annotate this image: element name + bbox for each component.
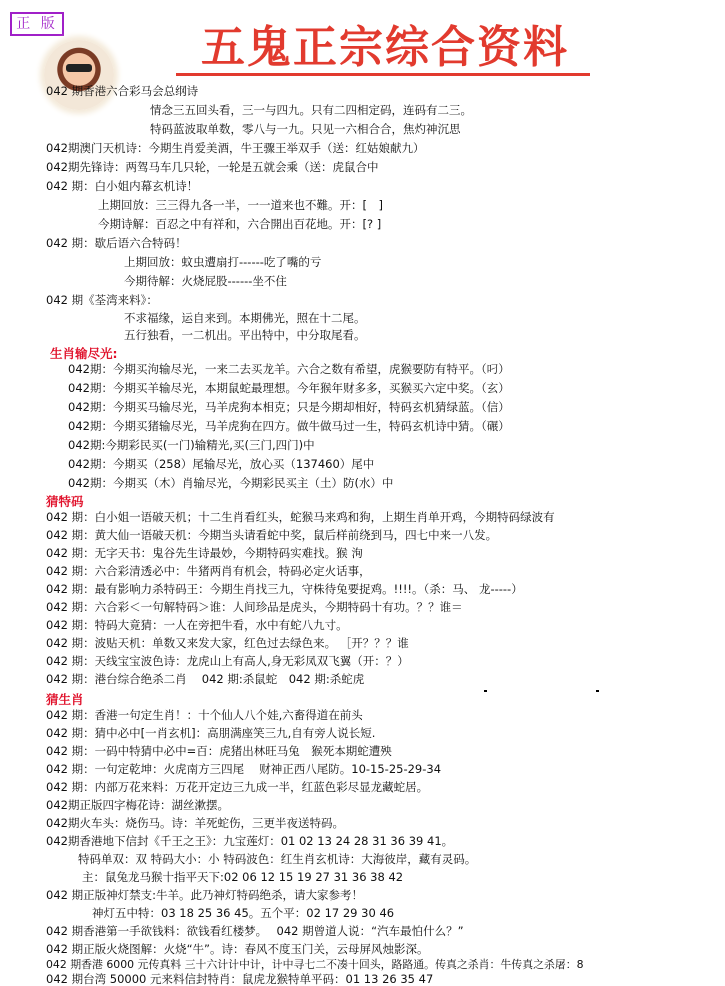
text-line: 042 期：六合彩清透必中：牛猪两肖有机会，特码必定火话事， bbox=[46, 564, 371, 578]
text-line: 042 期：白小姐内幕玄机诗！ bbox=[46, 179, 199, 193]
stray-dot bbox=[596, 690, 599, 692]
version-badge: 正 版 bbox=[10, 12, 64, 36]
text-line: 042期：今期买猪输尽光，马羊虎狗在四方。做牛做马过一生，特码玄机诗中猜。（碾） bbox=[68, 419, 510, 433]
text-line: 042 期香港第一手欲钱料：欲钱看红楼梦。 042 期曾道人说：“汽车最怕什么？” bbox=[46, 924, 464, 938]
text-line: 042 期：特码大竟猜：一人在旁把牛看，水中有蛇八九寸。 bbox=[46, 618, 348, 632]
stray-dot bbox=[484, 690, 487, 692]
text-line: 042 期：猜中必中[一肖玄机]：高朋满座笑三九,自有旁人说长短. bbox=[46, 726, 376, 740]
text-line: 042 期：无字天书：鬼谷先生诗最妙，今期特码实难找。猴 洵 bbox=[46, 546, 363, 560]
text-line: 今期诗解：百忍之中有祥和，六合開出百花地。开：[? ] bbox=[98, 217, 382, 231]
text-line: 情念三五回头看，三一与四九。只有二四相定码，连码有二三。 bbox=[150, 103, 472, 117]
text-line: 042 期香港六合彩马会总纲诗 bbox=[46, 84, 199, 98]
text-line: 042 期：波贴天机：单数又来发大家，红色过去绿色来。 ［开？？？谁 bbox=[46, 636, 409, 650]
text-line: 042 期：最有影响力杀特码王：今期生肖找三九，守株待兔要捉鸡。!!!!。（杀：马、 龙-----） bbox=[46, 582, 523, 596]
text-line: 042 期：一句定乾坤：火虎南方三四尾 财神正西八尾防。10-15-25-29-34 bbox=[46, 762, 442, 776]
section-heading: 猜生肖 bbox=[46, 692, 84, 707]
text-line: 042期：今期买羊输尽光，本期鼠蛇最理想。今年猴年财多多，买猴买六定中奖。（玄） bbox=[68, 381, 510, 395]
text-line: 不求福缘，运自来到。本期佛光，照在十二尾。 bbox=[124, 311, 366, 325]
text-line: 上期回放：三三得九各一半，一一道来也不難。开：[ ] bbox=[98, 198, 383, 212]
text-line: 042期澳门天机诗：今期生肖爱美酒，牛王骤王举双手（送：红姑娘献九） bbox=[46, 141, 425, 155]
title-underline bbox=[176, 73, 590, 76]
text-line: 神灯五中特：03 18 25 36 45。五个平：02 17 29 30 46 bbox=[92, 906, 395, 920]
page-title: 五鬼正宗综合资料 bbox=[201, 22, 569, 73]
text-line: 042 期：香港一句定生肖！：十个仙人八个娃,六畜得道在前头 bbox=[46, 708, 363, 722]
text-line: 特码单双：双 特码大小：小 特码波色：红生肖玄机诗：大海彼岸，藏有灵码。 bbox=[78, 852, 477, 866]
text-line: 五行独看，一二机出。平出特中，中分取尾看。 bbox=[124, 328, 366, 342]
text-line: 042 期：天线宝宝波色诗：龙虎山上有高人,身无彩凤双飞翼（开：？） bbox=[46, 654, 409, 668]
text-line: 042期香港地下信封《千王之王》：九宝莲灯：01 02 13 24 28 31 36 39 41。 bbox=[46, 834, 454, 848]
text-line: 042期正版四字梅花诗：湖丝漱摆。 bbox=[46, 798, 229, 812]
text-line: 上期回放：蚊虫遭扇打------吃了嘴的亏 bbox=[124, 255, 322, 269]
text-line: 042期:今期彩民买(一门)输精光,买(三门,四门)中 bbox=[68, 438, 315, 452]
text-line: 042 期：港台综合绝杀二肖 042 期:杀鼠蛇 042 期:杀蛇虎 bbox=[46, 672, 365, 686]
text-line: 042期：今期买马输尽光，马羊虎狗本相克；只是今期却相好，特码玄机猜绿蓝。（信） bbox=[68, 400, 510, 414]
text-line: 042期：今期买（木）肖输尽光，今期彩民买主（土）防(水）中 bbox=[68, 476, 394, 490]
text-line: 特码蓝波取单数，零八与一九。只见一六相合合，焦灼神沉思 bbox=[150, 122, 461, 136]
text-line: 今期待解：火烧屁股------坐不住 bbox=[124, 274, 287, 288]
avatar bbox=[44, 40, 114, 110]
text-line: 042 期：一码中特猜中必中=百：虎猪出林旺马兔 猴死本期蛇遭殃 bbox=[46, 744, 392, 758]
section-heading: 猜特码 bbox=[46, 494, 84, 509]
text-line: 042 期：黄大仙一语破天机：今期当头请看蛇中奖，鼠后样前绕到马，四七中来一八发。 bbox=[46, 528, 498, 542]
text-line: 042 期：歇后语六合特码！ bbox=[46, 236, 187, 250]
text-line: 042 期：白小姐一语破天机；十二生肖看红头，蛇猴马来鸡和狗，上期生肖单开鸡，今期特码绿波有 bbox=[46, 510, 555, 524]
text-line: 042 期《荃湾来料》： bbox=[46, 293, 158, 307]
section-heading: 生肖输尽光: bbox=[50, 346, 118, 361]
text-line: 042 期香港 6000 元传真料 三十六计计中计，计中寻七二不凑十回头，路路通。传真之杀肖：牛传真之杀屠：8 bbox=[46, 958, 584, 971]
text-line: 042 期正版火烧图解：火烧“牛”。诗：春风不度玉门关，云母屏风烛影深。 bbox=[46, 942, 429, 956]
text-line: 042期先锋诗：两驾马车几只轮，一轮是五就会乘（送：虎鼠合中 bbox=[46, 160, 379, 174]
text-line: 042 期：六合彩＜一句解特码＞谁：人间珍品是虎头，今期特码十有功。？？谁＝ bbox=[46, 600, 463, 614]
text-line: 主：鼠兔龙马猴十指平天下:02 06 12 15 19 27 31 36 38 42 bbox=[82, 870, 404, 884]
text-line: 042期火车头：烧伤马。诗：羊死蛇伤，三更半夜送特码。 bbox=[46, 816, 344, 830]
text-line: 042期：今期买（258）尾输尽光，放心买（137460）尾中 bbox=[68, 457, 375, 471]
text-line: 042期：今期买泃输尽光，一来二去买龙羊。六合之数有希望，虎猴要防有特平。（叼） bbox=[68, 362, 510, 376]
text-line: 042 期：内部万花来料：万花开定边三九成一半，红蓝色彩尽显龙藏蛇居。 bbox=[46, 780, 429, 794]
text-line: 042 期台湾 50000 元来料信封特肖：鼠虎龙猴特单平码：01 13 26 35 47 bbox=[46, 972, 434, 986]
text-line: 042 期正版神灯禁支:牛羊。此乃神灯特码绝杀，请大家参考！ bbox=[46, 888, 363, 902]
